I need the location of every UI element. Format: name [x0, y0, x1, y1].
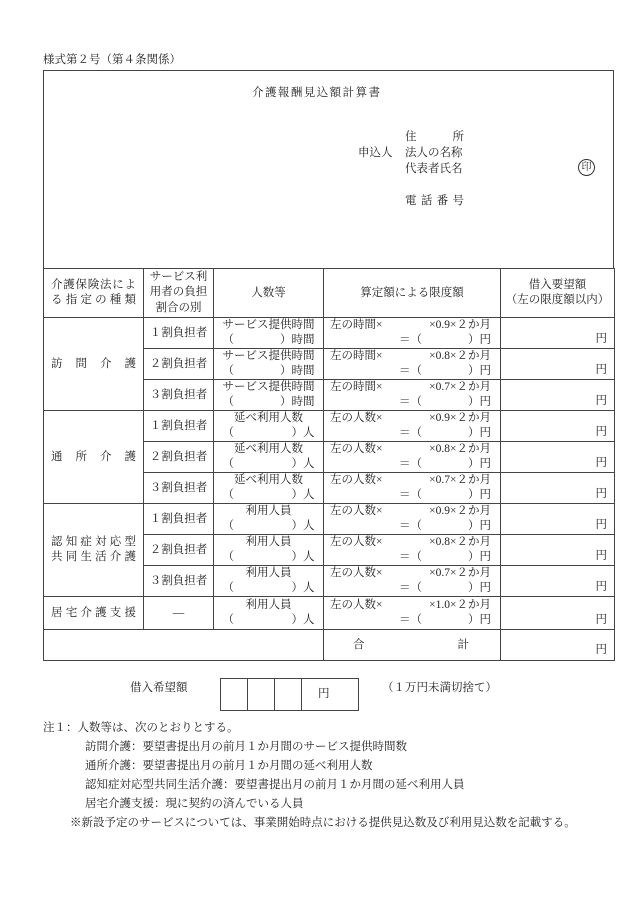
- service-type-name: 訪問介護: [51, 357, 136, 370]
- calc-cell: [324, 442, 501, 473]
- calc-cell: [324, 349, 501, 380]
- request-unit: 円: [595, 395, 607, 407]
- count-value-blank: （ ）人: [222, 614, 315, 626]
- calc-base: 左の人数×: [330, 443, 383, 455]
- calc-base: 左の人数×: [330, 567, 383, 579]
- total-label-cell: [324, 630, 501, 661]
- request-amount-cell: [501, 566, 615, 597]
- total-blank-cell: [44, 630, 324, 661]
- share-label: ３割負担者: [144, 566, 214, 597]
- request-unit: 円: [595, 519, 607, 531]
- calc-factor: ×0.8×２か月: [429, 536, 491, 548]
- request-amount-cell: [501, 504, 615, 535]
- count-value-blank: （ ）時間: [222, 396, 315, 408]
- share-label: —: [144, 597, 214, 630]
- share-label: ２割負担者: [144, 349, 214, 380]
- calc-result-blank: ＝（ ）円: [399, 489, 491, 501]
- calc-result-blank: ＝（ ）円: [399, 520, 491, 532]
- table-row: [44, 504, 615, 535]
- count-cell: [214, 318, 324, 349]
- request-amount-cell: [501, 597, 615, 630]
- request-amount-cell: [501, 442, 615, 473]
- count-cell: [214, 411, 324, 442]
- service-type-cell: [44, 504, 144, 597]
- note-item: 訪問介護：要望書提出月の前月１か月間のサービス提供時間数: [85, 741, 407, 753]
- count-label: 利用人員: [245, 567, 292, 579]
- amount-digit-box: [275, 679, 302, 710]
- request-unit: 円: [595, 488, 607, 500]
- header-request: [501, 269, 615, 318]
- count-label: サービス提供時間: [222, 381, 315, 393]
- request-unit: 円: [595, 550, 607, 562]
- note-item: 居宅介護支援：現に契約の済んでいる人員: [85, 798, 304, 810]
- calc-result-blank: ＝（ ）円: [399, 334, 491, 346]
- calc-cell: [324, 411, 501, 442]
- calc-formula-line: [330, 318, 491, 333]
- header-service-type-line: る指定の種類: [51, 294, 136, 306]
- calc-result-blank: ＝（ ）円: [399, 551, 491, 563]
- amount-digit-box: [221, 679, 248, 710]
- count-label: 利用人員: [245, 599, 292, 611]
- count-label: 延べ利用人数: [234, 474, 303, 486]
- form-number: 様式第２号（第４条関係）: [43, 54, 181, 66]
- amount-digit-box: [248, 679, 275, 710]
- calc-cell: [324, 535, 501, 566]
- calc-base: 左の時間×: [330, 350, 383, 362]
- calc-factor: ×0.7×２か月: [429, 567, 491, 579]
- calc-formula-line: [330, 473, 491, 488]
- count-value-blank: （ ）人: [222, 427, 315, 439]
- share-label: １割負担者: [144, 318, 214, 349]
- request-unit: 円: [595, 457, 607, 469]
- header-request-note: （左の限度額以内）: [505, 294, 610, 306]
- count-cell: [214, 535, 324, 566]
- footnote: ※新設予定のサービスについては、事業開始時点における提供見込数及び利用見込数を記載する。: [70, 817, 576, 829]
- share-label: ２割負担者: [144, 535, 214, 566]
- table-row: [44, 597, 615, 630]
- share-label: ３割負担者: [144, 473, 214, 504]
- count-cell: [214, 380, 324, 411]
- loan-request-label: 借入希望額: [130, 682, 188, 694]
- header-share: [144, 269, 214, 318]
- count-cell: [214, 566, 324, 597]
- loan-request-amount-box: [220, 678, 359, 711]
- applicant-label: 申込人: [358, 147, 393, 159]
- calc-formula-line: [330, 442, 491, 457]
- total-row: [44, 630, 615, 661]
- request-amount-cell: [501, 349, 615, 380]
- calc-factor: ×0.7×２か月: [429, 381, 491, 393]
- seal-mark: 印: [578, 159, 595, 176]
- count-value-blank: （ ）人: [222, 551, 315, 563]
- total-label: 合計: [353, 638, 469, 651]
- request-unit: 円: [595, 614, 607, 626]
- service-type-name: 居宅介護支援: [51, 606, 136, 619]
- note-item: 通所介護：要望書提出月の前月１か月間の延べ利用人数: [85, 760, 373, 772]
- count-label: 延べ利用人数: [234, 412, 303, 424]
- calc-factor: ×0.8×２か月: [429, 350, 491, 362]
- calc-formula-line: [330, 598, 491, 613]
- header-request-line: 借入要望額: [528, 279, 587, 291]
- representative-name-label: 代表者氏名: [405, 163, 463, 175]
- service-type-name: 共同生活介護: [51, 551, 136, 563]
- calc-result-blank: ＝（ ）円: [399, 365, 491, 377]
- calc-result-blank: ＝（ ）円: [399, 396, 491, 408]
- calc-base: 左の人数×: [330, 599, 383, 611]
- corporation-name-label: 法人の名称: [405, 147, 463, 159]
- service-type-cell: [44, 318, 144, 411]
- table-row: [44, 318, 615, 349]
- amount-unit: 円: [318, 688, 330, 700]
- calc-base: 左の人数×: [330, 474, 383, 486]
- count-cell: [214, 473, 324, 504]
- calc-factor: ×0.9×２か月: [429, 412, 491, 424]
- total-amount-cell: [501, 630, 615, 661]
- address-label: 住所: [405, 131, 464, 143]
- header-service-type-line: 介護保険法によ: [51, 279, 136, 291]
- share-label: １割負担者: [144, 411, 214, 442]
- count-label: 延べ利用人数: [234, 443, 303, 455]
- share-label: １割負担者: [144, 504, 214, 535]
- count-label: サービス提供時間: [222, 350, 315, 362]
- calc-formula-line: [330, 380, 491, 395]
- table-header-row: [44, 269, 615, 318]
- calc-formula-line: [330, 504, 491, 519]
- calc-cell: [324, 473, 501, 504]
- calc-result-blank: ＝（ ）円: [399, 582, 491, 594]
- calc-cell: [324, 380, 501, 411]
- calc-formula-line: [330, 535, 491, 550]
- request-amount-cell: [501, 411, 615, 442]
- count-cell: [214, 597, 324, 630]
- count-label: サービス提供時間: [222, 319, 315, 331]
- calc-cell: [324, 504, 501, 535]
- request-unit: 円: [595, 333, 607, 345]
- total-unit: 円: [595, 644, 607, 656]
- calc-base: 左の時間×: [330, 381, 383, 393]
- service-type-cell: [44, 597, 144, 630]
- calc-cell: [324, 318, 501, 349]
- header-limit: 算定額による限度額: [324, 269, 501, 318]
- calc-factor: ×0.9×２か月: [429, 505, 491, 517]
- calc-factor: ×0.7×２か月: [429, 474, 491, 486]
- header-share-line: 割合の別: [155, 301, 202, 314]
- calc-base: 左の人数×: [330, 412, 383, 424]
- notes-heading: 注１：人数等は、次のとおりとする。: [43, 722, 239, 734]
- count-value-blank: （ ）人: [222, 520, 315, 532]
- calculation-table: [43, 268, 615, 661]
- request-amount-cell: [501, 380, 615, 411]
- calc-formula-line: [330, 349, 491, 364]
- count-value-blank: （ ）時間: [222, 334, 315, 346]
- service-type-name: 通所介護: [51, 450, 136, 463]
- count-label: 利用人員: [245, 505, 292, 517]
- calc-base: 左の人数×: [330, 505, 383, 517]
- header-count: 人数等: [214, 269, 324, 318]
- service-type-cell: [44, 411, 144, 504]
- count-cell: [214, 504, 324, 535]
- calc-result-blank: ＝（ ）円: [399, 458, 491, 470]
- calc-cell: [324, 566, 501, 597]
- header-service-type: [44, 269, 144, 318]
- request-amount-cell: [501, 535, 615, 566]
- request-amount-cell: [501, 473, 615, 504]
- request-unit: 円: [595, 364, 607, 376]
- header-share-line: サービス利: [149, 270, 208, 283]
- request-unit: 円: [595, 426, 607, 438]
- calc-cell: [324, 597, 501, 630]
- calc-base: 左の時間×: [330, 319, 383, 331]
- request-unit: 円: [595, 581, 607, 593]
- request-amount-cell: [501, 318, 615, 349]
- calc-factor: ×0.8×２か月: [429, 443, 491, 455]
- phone-number-label: 電話番号: [405, 195, 464, 207]
- count-value-blank: （ ）時間: [222, 365, 315, 377]
- calc-factor: ×0.9×２か月: [429, 319, 491, 331]
- calc-result-blank: ＝（ ）円: [399, 427, 491, 439]
- calc-formula-line: [330, 411, 491, 426]
- count-value-blank: （ ）人: [222, 489, 315, 501]
- calc-base: 左の人数×: [330, 536, 383, 548]
- count-cell: [214, 349, 324, 380]
- page-title: 介護報酬見込額計算書: [252, 87, 380, 99]
- calc-formula-line: [330, 566, 491, 581]
- loan-request-note: （１万円未満切捨て）: [382, 682, 497, 694]
- calc-result-blank: ＝（ ）円: [399, 614, 491, 626]
- table-row: [44, 411, 615, 442]
- share-label: ３割負担者: [144, 380, 214, 411]
- count-label: 利用人員: [245, 536, 292, 548]
- count-cell: [214, 442, 324, 473]
- calc-factor: ×1.0×２か月: [429, 599, 491, 611]
- count-value-blank: （ ）人: [222, 582, 315, 594]
- share-label: ２割負担者: [144, 442, 214, 473]
- header-share-line: 用者の負担: [149, 286, 208, 299]
- note-item: 認知症対応型共同生活介護：要望書提出月の前月１か月間の延べ利用人員: [85, 779, 465, 791]
- count-value-blank: （ ）人: [222, 458, 315, 470]
- service-type-name: 認知症対応型: [51, 536, 136, 548]
